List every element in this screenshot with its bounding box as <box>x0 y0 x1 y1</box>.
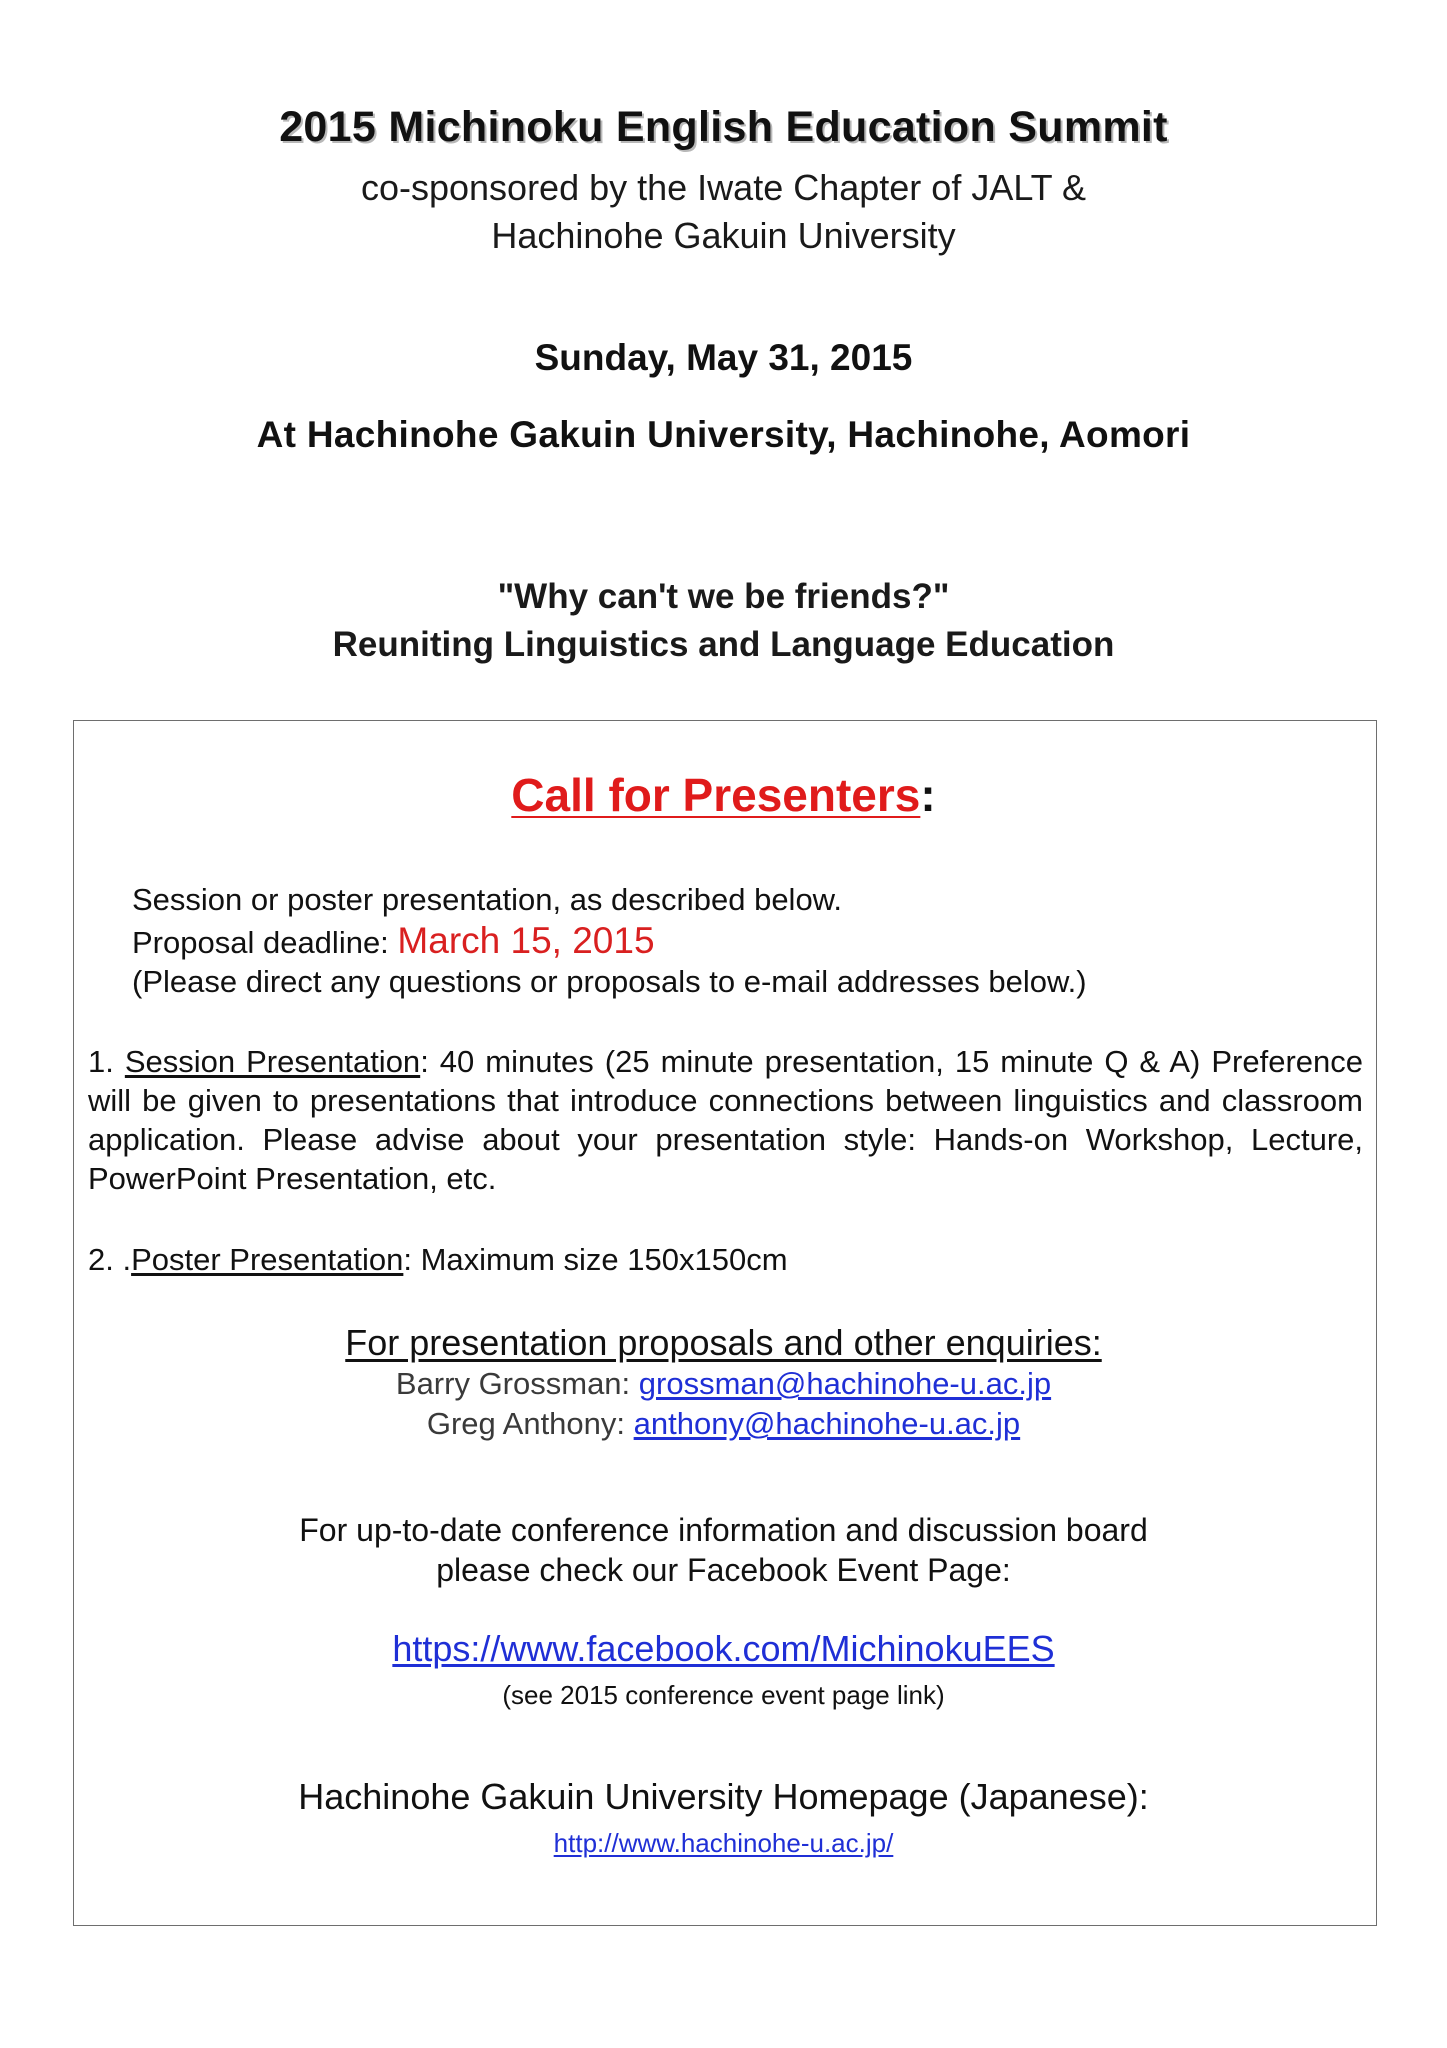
session-presentation-item <box>88 1042 1363 1198</box>
sponsor-line-1: co-sponsored by the Iwate Chapter of JALT & <box>360 167 1087 208</box>
poster-presentation-item <box>88 1240 1363 1279</box>
call-for-presenters-heading <box>0 768 1447 822</box>
facebook-link-row <box>0 1628 1447 1670</box>
contact-1-email-link[interactable]: grossman@hachinohe-u.ac.jp <box>638 1366 1052 1401</box>
intro-line: Session or poster presentation, as described below. <box>132 882 842 917</box>
poster-description: : Maximum size 150x150cm <box>403 1242 788 1277</box>
call-heading-colon: : <box>920 769 936 821</box>
contact-2-email-link[interactable]: anthony@hachinohe-u.ac.jp <box>633 1406 1021 1441</box>
event-venue: At Hachinohe Gakuin University, Hachinohe, Aomori <box>256 414 1191 455</box>
contact-heading: For presentation proposals and other enquiries: <box>345 1322 1102 1363</box>
homepage-link[interactable]: http://www.hachinohe-u.ac.jp/ <box>553 1828 894 1858</box>
session-title: Session Presentation <box>124 1044 421 1079</box>
sponsor-line-2: Hachinohe Gakuin University <box>491 215 956 256</box>
event-title: 2015 Michinoku English Education Summit <box>279 103 1168 151</box>
contact-2-name: Greg Anthony: <box>426 1406 634 1441</box>
facebook-info-line-1: For up-to-date conference information and discussion board <box>299 1512 1148 1548</box>
theme-question: "Why can't we be friends?" <box>497 577 950 616</box>
deadline-label: Proposal deadline: <box>132 925 398 960</box>
session-description: : 40 minutes (25 minute presentation, 15 minute Q & A) Preference will be given to presentations that introduce connections between linguistics and classroom application. Please advise about your presentation style: Hands-on Workshop, Lecture, PowerPoint Presentation, etc. <box>88 1044 1363 1196</box>
facebook-info-line-2: please check our Facebook Event Page: <box>436 1552 1011 1588</box>
contact-barry <box>0 1366 1447 1402</box>
deadline-line <box>132 920 655 962</box>
contact-greg <box>0 1406 1447 1442</box>
event-date: Sunday, May 31, 2015 <box>534 337 913 378</box>
homepage-link-row <box>0 1828 1447 1859</box>
homepage-label: Hachinohe Gakuin University Homepage (Japanese): <box>298 1776 1149 1817</box>
poster-number: 2. . <box>88 1242 132 1277</box>
facebook-link[interactable]: https://www.facebook.com/MichinokuEES <box>392 1628 1055 1669</box>
call-heading-text: Call for Presenters <box>511 769 921 821</box>
questions-note: (Please direct any questions or proposals to e-mail addresses below.) <box>132 964 1087 999</box>
contact-1-name: Barry Grossman: <box>395 1366 639 1401</box>
theme-subtitle: Reuniting Linguistics and Language Education <box>332 625 1115 664</box>
deadline-value: March 15, 2015 <box>397 920 655 961</box>
facebook-note: (see 2015 conference event page link) <box>502 1680 945 1710</box>
poster-title: Poster Presentation <box>131 1242 404 1277</box>
session-number: 1. <box>88 1044 125 1079</box>
